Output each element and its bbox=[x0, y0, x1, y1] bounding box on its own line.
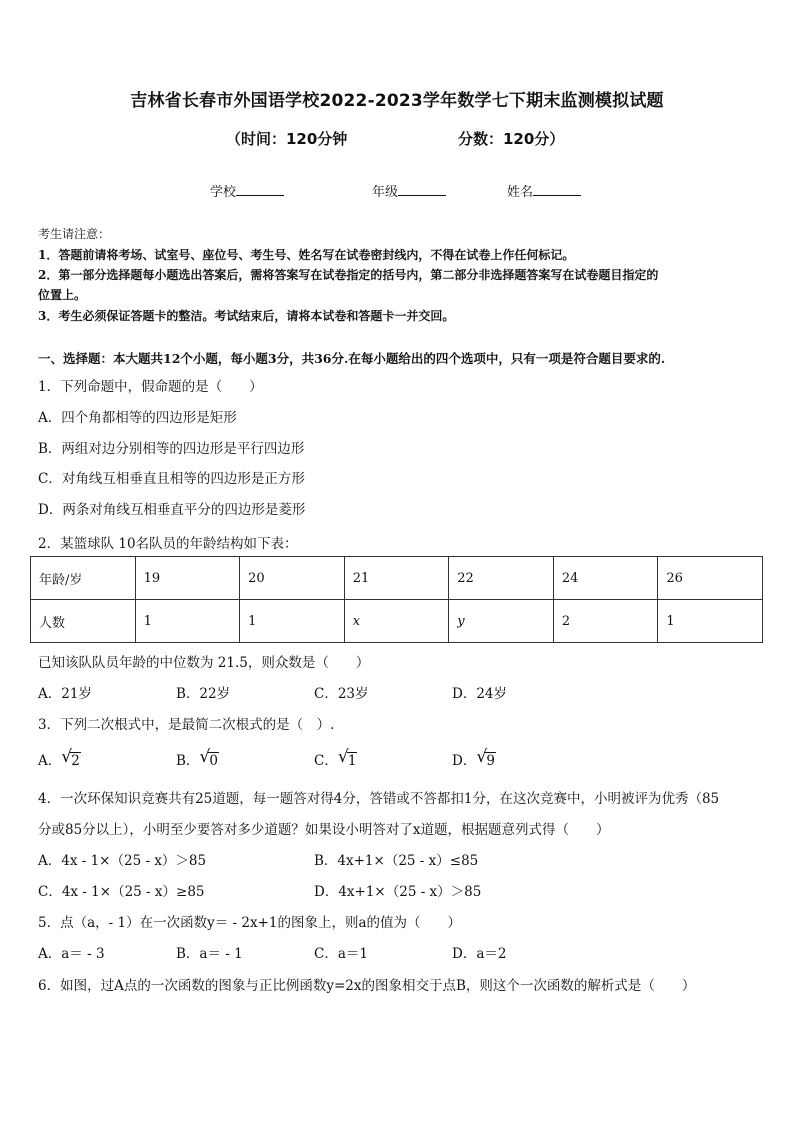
notice-item-1: 1．答题前请将考场、试室号、座位号、考生号、姓名写在试卷密封线内，不得在试卷上作任何标记。 bbox=[38, 248, 575, 262]
q3-option-c bbox=[314, 749, 357, 769]
radicand: 1 bbox=[347, 753, 357, 769]
grade-label: 年级 bbox=[372, 185, 399, 200]
table-cell: 2 bbox=[553, 600, 658, 643]
q5-option-c: C．a＝1 bbox=[314, 946, 368, 962]
q4-option-b: B．4x+1×（25 - x）≤85 bbox=[314, 853, 479, 869]
option-label: D． bbox=[452, 753, 477, 769]
q1-stem: 1．下列命题中，假命题的是（ ） bbox=[38, 379, 263, 395]
q4-stem-line1: 4．一次环保知识竞赛共有25道题，每一题答对得4分，答错或不答都扣1分，在这次竞赛中，小明被评为优秀（85 bbox=[38, 791, 720, 807]
notice-item-2-cont: 位置上。 bbox=[38, 288, 87, 302]
radicand: 9 bbox=[486, 753, 495, 769]
age-table bbox=[30, 556, 763, 643]
option-label: C． bbox=[314, 753, 338, 769]
name-blank[interactable] bbox=[533, 183, 581, 196]
exam-score: 分数：120分） bbox=[458, 130, 565, 148]
sqrt-symbol: √ 1 bbox=[337, 747, 357, 769]
sqrt-symbol: √ 2 bbox=[61, 747, 80, 769]
page-title: 吉林省长春市外国语学校2022-2023学年数学七下期末监测模拟试题 bbox=[130, 91, 664, 111]
radicand: 0 bbox=[209, 753, 219, 769]
q5-option-a: A．a＝ - 3 bbox=[38, 946, 105, 962]
table-cell: 22 bbox=[449, 557, 554, 600]
q2-option-a: A．21岁 bbox=[38, 686, 92, 702]
table-cell: 26 bbox=[658, 557, 763, 600]
grade-blank[interactable] bbox=[398, 183, 446, 196]
school-blank[interactable] bbox=[236, 183, 284, 196]
q2-question: 已知该队队员年龄的中位数为 21.5，则众数是（ ） bbox=[38, 655, 370, 671]
grade-field bbox=[372, 181, 446, 200]
table-cell: 年龄/岁 bbox=[31, 557, 136, 600]
q2-option-c: C．23岁 bbox=[314, 686, 369, 702]
section-heading: 一、选择题：本大题共12个小题，每小题3分，共36分.在每小题给出的四个选项中，只有一项是符合题目要求的. bbox=[38, 351, 666, 366]
school-field bbox=[210, 181, 284, 200]
radicand: 2 bbox=[71, 753, 80, 769]
q2-option-b: B．22岁 bbox=[176, 686, 231, 702]
table-cell: y bbox=[449, 600, 554, 643]
q5-option-b: B．a＝ - 1 bbox=[176, 946, 243, 962]
q3-option-a bbox=[38, 749, 81, 769]
q4-option-c: C．4x - 1×（25 - x）≥85 bbox=[38, 884, 205, 900]
table-cell: 人数 bbox=[31, 600, 136, 643]
q4-stem-line2: 分或85分以上），小明至少要答对多少道题？如果设小明答对了x道题，根据题意列式得（ ） bbox=[38, 822, 610, 838]
table-cell: x bbox=[344, 600, 449, 643]
table-cell: 24 bbox=[553, 557, 658, 600]
q5-stem: 5．点（a，- 1）在一次函数y＝ - 2x+1的图象上，则a的值为（ ） bbox=[38, 915, 462, 931]
name-label: 姓名 bbox=[507, 185, 534, 200]
table-cell: 1 bbox=[658, 600, 763, 643]
table-row bbox=[31, 557, 763, 600]
table-cell: 20 bbox=[240, 557, 345, 600]
q2-stem: 2．某篮球队 10名队员的年龄结构如下表： bbox=[38, 536, 298, 552]
q5-option-d: D．a＝2 bbox=[452, 946, 507, 962]
q6-stem: 6．如图，过A点的一次函数的图象与正比例函数y=2x的图象相交于点B，则这个一次函数的解析式是（ ） bbox=[38, 978, 696, 994]
q1-option-b: B．两组对边分别相等的四边形是平行四边形 bbox=[38, 441, 305, 457]
option-label: B． bbox=[176, 753, 200, 769]
table-cell: 21 bbox=[344, 557, 449, 600]
sqrt-symbol: √ 0 bbox=[199, 747, 219, 769]
table-cell: 1 bbox=[240, 600, 345, 643]
notice-item-3: 3．考生必须保证答题卡的整洁。考试结束后，请将本试卷和答题卡一并交回。 bbox=[38, 309, 455, 323]
table-cell: 1 bbox=[135, 600, 240, 643]
q1-option-d: D．两条对角线互相垂直平分的四边形是菱形 bbox=[38, 502, 306, 518]
q1-option-c: C．对角线互相垂直且相等的四边形是正方形 bbox=[38, 471, 305, 487]
option-label: A． bbox=[38, 753, 62, 769]
school-label: 学校 bbox=[210, 185, 237, 200]
q3-option-d bbox=[452, 749, 496, 769]
table-row bbox=[31, 600, 763, 643]
name-field bbox=[507, 181, 581, 200]
notice-item-2: 2．第一部分选择题每小题选出答案后，需将答案写在试卷指定的括号内，第二部分非选择题答案写在试卷题目指定的 bbox=[38, 268, 659, 282]
sqrt-symbol: √ 9 bbox=[476, 747, 495, 769]
q1-option-a: A．四个角都相等的四边形是矩形 bbox=[38, 410, 237, 426]
q3-option-b bbox=[176, 749, 219, 769]
q4-option-a: A．4x - 1×（25 - x）＞85 bbox=[38, 853, 207, 869]
q2-option-d: D．24岁 bbox=[452, 686, 508, 702]
q3-stem: 3．下列二次根式中，是最简二次根式的是（ ）. bbox=[38, 717, 335, 733]
q4-option-d: D．4x+1×（25 - x）＞85 bbox=[314, 884, 482, 900]
notice-heading: 考生请注意： bbox=[38, 227, 111, 241]
table-cell: 19 bbox=[135, 557, 240, 600]
exam-time: （时间：120分钟 bbox=[226, 130, 348, 148]
